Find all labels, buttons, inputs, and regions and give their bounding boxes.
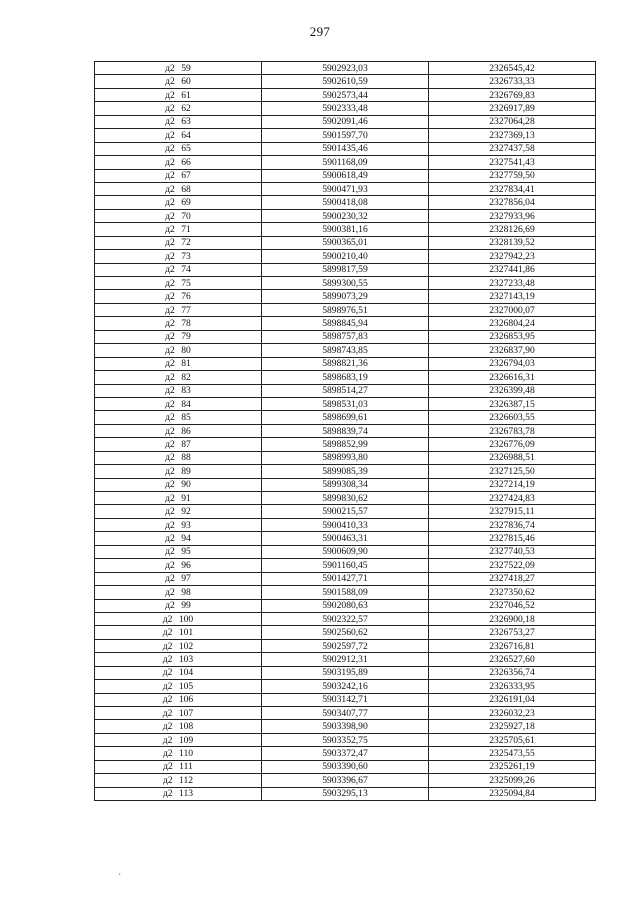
table-row (95, 747, 596, 760)
point-id-cell: д2 79 (95, 330, 262, 343)
y-coordinate-cell: 2326616,31 (429, 371, 596, 384)
y-coordinate-cell: 2326333,95 (429, 680, 596, 693)
y-coordinate-cell: 2327000,07 (429, 303, 596, 316)
point-id-cell: д2 89 (95, 465, 262, 478)
table-row (95, 451, 596, 464)
point-id-cell: д2 78 (95, 317, 262, 330)
point-id-cell: д2 104 (95, 666, 262, 679)
table-row (95, 330, 596, 343)
table-row (95, 733, 596, 746)
point-id-cell: д2 69 (95, 196, 262, 209)
point-id-cell: д2 108 (95, 720, 262, 733)
x-coordinate-cell: 5898852,99 (262, 438, 429, 451)
x-coordinate-cell: 5903352,75 (262, 733, 429, 746)
point-id-cell: д2 95 (95, 545, 262, 558)
y-coordinate-cell: 2325473,55 (429, 747, 596, 760)
y-coordinate-cell: 2326794,03 (429, 357, 596, 370)
point-id-cell: д2 65 (95, 142, 262, 155)
table-row (95, 545, 596, 558)
x-coordinate-cell: 5901588,09 (262, 586, 429, 599)
x-coordinate-cell: 5898845,94 (262, 317, 429, 330)
table-row (95, 357, 596, 370)
scan-mark: ˊ (118, 872, 121, 882)
y-coordinate-cell: 2327046,52 (429, 599, 596, 612)
x-coordinate-cell: 5898699,61 (262, 411, 429, 424)
point-id-cell: д2 76 (95, 290, 262, 303)
x-coordinate-cell: 5903372,47 (262, 747, 429, 760)
y-coordinate-cell: 2328126,69 (429, 223, 596, 236)
table-row (95, 438, 596, 451)
x-coordinate-cell: 5900365,01 (262, 236, 429, 249)
point-id-cell: д2 88 (95, 451, 262, 464)
point-id-cell: д2 94 (95, 532, 262, 545)
point-id-cell: д2 112 (95, 774, 262, 787)
point-id-cell: д2 84 (95, 397, 262, 410)
y-coordinate-cell: 2326716,81 (429, 639, 596, 652)
table-row (95, 518, 596, 531)
point-id-cell: д2 87 (95, 438, 262, 451)
x-coordinate-cell: 5901597,70 (262, 129, 429, 142)
table-row (95, 787, 596, 800)
table-row (95, 492, 596, 505)
y-coordinate-cell: 2326356,74 (429, 666, 596, 679)
point-id-cell: д2 93 (95, 518, 262, 531)
x-coordinate-cell: 5899085,39 (262, 465, 429, 478)
x-coordinate-cell: 5901427,71 (262, 572, 429, 585)
point-id-cell: д2 63 (95, 115, 262, 128)
point-id-cell: д2 107 (95, 707, 262, 720)
table-row (95, 774, 596, 787)
page-number: 297 (309, 24, 331, 39)
y-coordinate-cell: 2326545,42 (429, 62, 596, 75)
x-coordinate-cell: 5898531,03 (262, 397, 429, 410)
point-id-cell: д2 61 (95, 88, 262, 101)
x-coordinate-cell: 5898514,27 (262, 384, 429, 397)
x-coordinate-cell: 5900215,57 (262, 505, 429, 518)
point-id-cell: д2 113 (95, 787, 262, 800)
y-coordinate-cell: 2326527,60 (429, 653, 596, 666)
point-id-cell: д2 101 (95, 626, 262, 639)
table-row (95, 424, 596, 437)
y-coordinate-cell: 2327064,28 (429, 115, 596, 128)
y-coordinate-cell: 2327933,96 (429, 209, 596, 222)
y-coordinate-cell: 2326837,90 (429, 344, 596, 357)
x-coordinate-cell: 5898993,80 (262, 451, 429, 464)
point-id-cell: д2 105 (95, 680, 262, 693)
table-row (95, 612, 596, 625)
x-coordinate-cell: 5902912,31 (262, 653, 429, 666)
x-coordinate-cell: 5902080,63 (262, 599, 429, 612)
table-row (95, 371, 596, 384)
y-coordinate-cell: 2327143,19 (429, 290, 596, 303)
x-coordinate-cell: 5898683,19 (262, 371, 429, 384)
point-id-cell: д2 75 (95, 277, 262, 290)
x-coordinate-cell: 5902322,57 (262, 612, 429, 625)
y-coordinate-cell: 2327350,62 (429, 586, 596, 599)
x-coordinate-cell: 5902597,72 (262, 639, 429, 652)
table-row (95, 182, 596, 195)
table-row (95, 102, 596, 115)
y-coordinate-cell: 2326783,78 (429, 424, 596, 437)
table-row (95, 760, 596, 773)
table-row (95, 397, 596, 410)
point-id-cell: д2 90 (95, 478, 262, 491)
x-coordinate-cell: 5902560,62 (262, 626, 429, 639)
x-coordinate-cell: 5900609,90 (262, 545, 429, 558)
point-id-cell: д2 92 (95, 505, 262, 518)
coordinates-table-body (95, 62, 596, 801)
x-coordinate-cell: 5903407,77 (262, 707, 429, 720)
table-row (95, 707, 596, 720)
x-coordinate-cell: 5901160,45 (262, 559, 429, 572)
x-coordinate-cell: 5899073,29 (262, 290, 429, 303)
point-id-cell: д2 100 (95, 612, 262, 625)
y-coordinate-cell: 2326900,18 (429, 612, 596, 625)
x-coordinate-cell: 5898757,83 (262, 330, 429, 343)
y-coordinate-cell: 2327369,13 (429, 129, 596, 142)
y-coordinate-cell: 2326032,23 (429, 707, 596, 720)
point-id-cell: д2 59 (95, 62, 262, 75)
y-coordinate-cell: 2327418,27 (429, 572, 596, 585)
y-coordinate-cell: 2326776,09 (429, 438, 596, 451)
y-coordinate-cell: 2327915,11 (429, 505, 596, 518)
y-coordinate-cell: 2326753,27 (429, 626, 596, 639)
table-row (95, 586, 596, 599)
y-coordinate-cell: 2326399,48 (429, 384, 596, 397)
table-row (95, 317, 596, 330)
y-coordinate-cell: 2325261,19 (429, 760, 596, 773)
table-row (95, 223, 596, 236)
x-coordinate-cell: 5899308,34 (262, 478, 429, 491)
x-coordinate-cell: 5903142,71 (262, 693, 429, 706)
y-coordinate-cell: 2326191,04 (429, 693, 596, 706)
point-id-cell: д2 67 (95, 169, 262, 182)
point-id-cell: д2 85 (95, 411, 262, 424)
table-row (95, 169, 596, 182)
table-row (95, 209, 596, 222)
table-row (95, 653, 596, 666)
y-coordinate-cell: 2325927,18 (429, 720, 596, 733)
x-coordinate-cell: 5902573,44 (262, 88, 429, 101)
x-coordinate-cell: 5898743,85 (262, 344, 429, 357)
x-coordinate-cell: 5903195,89 (262, 666, 429, 679)
x-coordinate-cell: 5898839,74 (262, 424, 429, 437)
table-row (95, 303, 596, 316)
x-coordinate-cell: 5900418,08 (262, 196, 429, 209)
table-row (95, 720, 596, 733)
table-row (95, 505, 596, 518)
x-coordinate-cell: 5900210,40 (262, 250, 429, 263)
point-id-cell: д2 68 (95, 182, 262, 195)
y-coordinate-cell: 2326804,24 (429, 317, 596, 330)
y-coordinate-cell: 2327740,53 (429, 545, 596, 558)
table-row (95, 465, 596, 478)
x-coordinate-cell: 5902333,48 (262, 102, 429, 115)
point-id-cell: д2 66 (95, 156, 262, 169)
x-coordinate-cell: 5903398,90 (262, 720, 429, 733)
table-row (95, 156, 596, 169)
table-row (95, 263, 596, 276)
table-row (95, 196, 596, 209)
point-id-cell: д2 91 (95, 492, 262, 505)
x-coordinate-cell: 5900410,33 (262, 518, 429, 531)
point-id-cell: д2 109 (95, 733, 262, 746)
x-coordinate-cell: 5899830,62 (262, 492, 429, 505)
x-coordinate-cell: 5903295,13 (262, 787, 429, 800)
point-id-cell: д2 72 (95, 236, 262, 249)
x-coordinate-cell: 5901168,09 (262, 156, 429, 169)
table-row (95, 115, 596, 128)
y-coordinate-cell: 2325705,61 (429, 733, 596, 746)
x-coordinate-cell: 5902923,03 (262, 62, 429, 75)
y-coordinate-cell: 2326853,95 (429, 330, 596, 343)
table-row (95, 666, 596, 679)
table-row (95, 693, 596, 706)
point-id-cell: д2 110 (95, 747, 262, 760)
point-id-cell: д2 64 (95, 129, 262, 142)
x-coordinate-cell: 5900230,32 (262, 209, 429, 222)
x-coordinate-cell: 5899817,59 (262, 263, 429, 276)
x-coordinate-cell: 5898821,36 (262, 357, 429, 370)
y-coordinate-cell: 2327834,41 (429, 182, 596, 195)
y-coordinate-cell: 2327437,58 (429, 142, 596, 155)
point-id-cell: д2 60 (95, 75, 262, 88)
y-coordinate-cell: 2326603,55 (429, 411, 596, 424)
point-id-cell: д2 102 (95, 639, 262, 652)
table-row (95, 129, 596, 142)
y-coordinate-cell: 2327214,19 (429, 478, 596, 491)
x-coordinate-cell: 5901435,46 (262, 142, 429, 155)
point-id-cell: д2 103 (95, 653, 262, 666)
table-row (95, 680, 596, 693)
table-row (95, 344, 596, 357)
point-id-cell: д2 86 (95, 424, 262, 437)
x-coordinate-cell: 5900471,93 (262, 182, 429, 195)
table-row (95, 277, 596, 290)
point-id-cell: д2 82 (95, 371, 262, 384)
y-coordinate-cell: 2326988,51 (429, 451, 596, 464)
y-coordinate-cell: 2327815,46 (429, 532, 596, 545)
y-coordinate-cell: 2327942,23 (429, 250, 596, 263)
table-row (95, 559, 596, 572)
point-id-cell: д2 70 (95, 209, 262, 222)
y-coordinate-cell: 2327856,04 (429, 196, 596, 209)
x-coordinate-cell: 5900381,16 (262, 223, 429, 236)
point-id-cell: д2 106 (95, 693, 262, 706)
point-id-cell: д2 96 (95, 559, 262, 572)
y-coordinate-cell: 2325099,26 (429, 774, 596, 787)
table-row (95, 572, 596, 585)
y-coordinate-cell: 2325094,84 (429, 787, 596, 800)
y-coordinate-cell: 2327424,83 (429, 492, 596, 505)
y-coordinate-cell: 2327441,86 (429, 263, 596, 276)
table-row (95, 384, 596, 397)
point-id-cell: д2 111 (95, 760, 262, 773)
table-row (95, 75, 596, 88)
y-coordinate-cell: 2326733,33 (429, 75, 596, 88)
x-coordinate-cell: 5898976,51 (262, 303, 429, 316)
point-id-cell: д2 77 (95, 303, 262, 316)
table-row (95, 290, 596, 303)
x-coordinate-cell: 5902610,59 (262, 75, 429, 88)
y-coordinate-cell: 2326917,89 (429, 102, 596, 115)
table-row (95, 599, 596, 612)
y-coordinate-cell: 2326769,83 (429, 88, 596, 101)
y-coordinate-cell: 2327759,50 (429, 169, 596, 182)
coordinates-table (94, 61, 596, 801)
x-coordinate-cell: 5902091,46 (262, 115, 429, 128)
x-coordinate-cell: 5900618,49 (262, 169, 429, 182)
point-id-cell: д2 98 (95, 586, 262, 599)
table-row (95, 411, 596, 424)
point-id-cell: д2 83 (95, 384, 262, 397)
x-coordinate-cell: 5899300,55 (262, 277, 429, 290)
y-coordinate-cell: 2327836,74 (429, 518, 596, 531)
table-row (95, 478, 596, 491)
table-row (95, 62, 596, 75)
y-coordinate-cell: 2327522,09 (429, 559, 596, 572)
y-coordinate-cell: 2327233,48 (429, 277, 596, 290)
table-row (95, 236, 596, 249)
table-row (95, 532, 596, 545)
point-id-cell: д2 97 (95, 572, 262, 585)
x-coordinate-cell: 5903242,16 (262, 680, 429, 693)
table-row (95, 626, 596, 639)
y-coordinate-cell: 2327125,50 (429, 465, 596, 478)
x-coordinate-cell: 5903390,60 (262, 760, 429, 773)
point-id-cell: д2 62 (95, 102, 262, 115)
point-id-cell: д2 71 (95, 223, 262, 236)
point-id-cell: д2 99 (95, 599, 262, 612)
table-row (95, 639, 596, 652)
table-row (95, 88, 596, 101)
y-coordinate-cell: 2326387,15 (429, 397, 596, 410)
x-coordinate-cell: 5900463,31 (262, 532, 429, 545)
table-row (95, 250, 596, 263)
y-coordinate-cell: 2328139,52 (429, 236, 596, 249)
table-row (95, 142, 596, 155)
point-id-cell: д2 74 (95, 263, 262, 276)
x-coordinate-cell: 5903396,67 (262, 774, 429, 787)
y-coordinate-cell: 2327541,43 (429, 156, 596, 169)
point-id-cell: д2 80 (95, 344, 262, 357)
point-id-cell: д2 73 (95, 250, 262, 263)
point-id-cell: д2 81 (95, 357, 262, 370)
